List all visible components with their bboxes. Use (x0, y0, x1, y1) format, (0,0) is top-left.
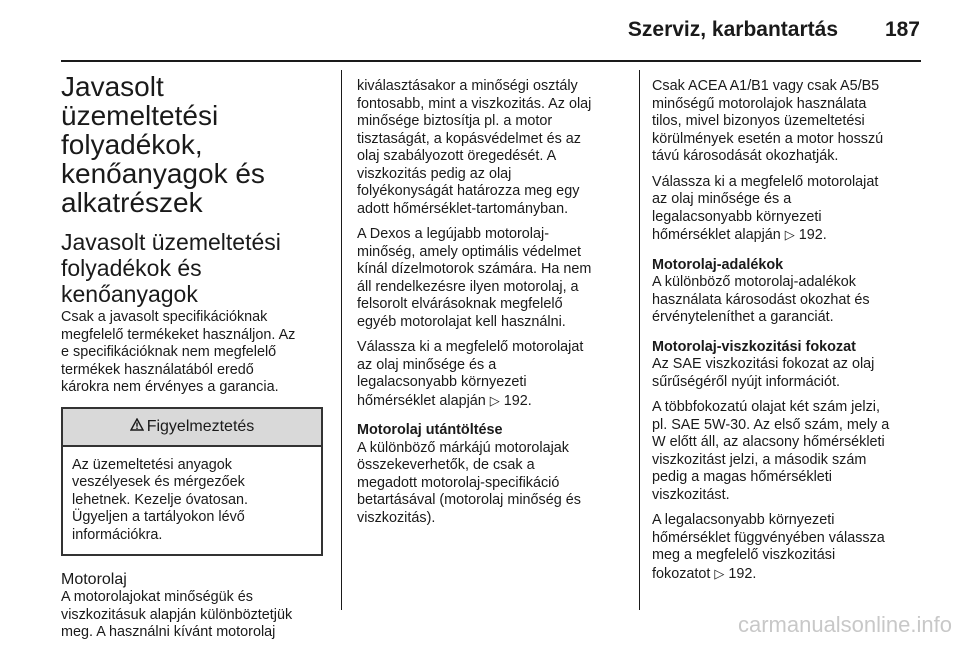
column-divider-1 (341, 70, 342, 610)
page-number: 187 (884, 18, 920, 41)
paragraph-sae: Az SAE viszkozitási fokozat az olaj sűrűségéről nyújt információt. (652, 356, 875, 390)
paragraph-multigrade: A többfokozatú olajat két szám jelzi, pl. SAE 5W-30. Az első szám, mely a W előtt áll, az alacsony hőmérsékleti viszkozitást jelzi, a második szám pedig a magas hőmérsékleti viszkozitást. (652, 399, 890, 503)
column-3 (652, 78, 924, 591)
page-header (0, 0, 960, 62)
section-heading-refill: Motorolaj utántöltése (357, 422, 503, 438)
section-heading-additives: Motorolaj-adalékok (652, 256, 784, 273)
page-reference-link[interactable]: 192. (503, 392, 532, 409)
warning-title: Figyelmeztetés (146, 417, 255, 435)
watermark: carmanualsonline.info (737, 612, 952, 637)
paragraph-select-oil: Válassza ki a megfelelő motorolajat az olaj minősége és a legalacsonyabb környezeti hőmérséklet alapján ▷ 192. (357, 339, 584, 409)
paragraph-dexos: A Dexos a legújabb motorolaj- minőség, amely optimális védelmet kínál dízelmotorok számára. Ha nem áll rendelkezésre ilyen motorolaj, a felsorolt elvárásoknak megfelelő egyéb motorolajat kell használni. (357, 226, 592, 330)
page-reference-icon: ▷ (784, 227, 795, 242)
page-reference-icon: ▷ (489, 392, 500, 408)
column-divider-2 (639, 70, 640, 610)
paragraph-acea: Csak ACEA A1/B1 vagy csak A5/B5 minőségű motorolajok használata tilos, mivel bizonyos üzemeltetési körülmények esetén a motor hosszú távú károsodását okozhatják. (652, 78, 884, 164)
intro-paragraph: Csak a javasolt specifikációknak megfelelő termékeket használjon. Az e specifikációknak nem megfelelő termékek használatából eredő károkra nem érvényes a garancia. (61, 309, 296, 395)
page-reference-link[interactable]: 192. (798, 227, 827, 243)
section-heading-viscosity: Motorolaj-viszkozitási fokozat (652, 338, 856, 355)
paragraph-viscosity-select: A legalacsonyabb környezeti hőmérséklet függvényében válassza meg a megfelelő viszkozitási fokozatot ▷ 192. (652, 512, 885, 582)
paragraph-select-oil-2: Válassza ki a megfelelő motorolajat az olaj minősége és a legalacsonyabb környezeti hőmérséklet alapján ▷ 192. (652, 173, 879, 243)
warning-triangle-icon (130, 418, 144, 436)
warning-box (61, 407, 323, 557)
paragraph-refill: A különböző márkájú motorolajak összekeverhetők, de csak a megadott motorolaj-specifikáció betartásával (motorolaj minőség és viszkozitás). (357, 439, 581, 526)
sub-heading: Javasolt üzemeltetési folyadékok és kenőanyagok (61, 229, 281, 307)
warning-header (63, 409, 321, 447)
warning-text: Az üzemeltetési anyagok veszélyesek és mérgezőek lehetnek. Kezelje óvatosan. Ügyeljen a tartályokon lévő információkra. (72, 456, 249, 543)
column-1 (61, 72, 323, 650)
paragraph-additives: A különböző motorolaj-adalékok használata károsodást okozhat és érvényteleníthet a garanciát. (652, 274, 870, 325)
column-2 (357, 78, 625, 535)
page-reference-link[interactable]: 192. (728, 565, 757, 582)
main-heading: Javasolt üzemeltetési folyadékok, kenőanyagok és alkatrészek (61, 71, 265, 218)
paragraph-quality: kiválasztásakor a minőségi osztály fontosabb, mint a viszkozitás. Az olaj minősége biztosítja pl. a motor tisztaságát, a kopásvédelmet és az olaj szabályozott öregedését. A viszkozitás pedig az olaj folyékonyságát határozza meg egy adott hőmérséklet-tartományban. (357, 78, 592, 217)
warning-body (63, 447, 321, 555)
motorolaj-paragraph: A motorolajokat minőségük és viszkozitásuk alapján különböztetjük meg. A használni kívánt motorolaj (61, 589, 293, 640)
header-divider (61, 60, 921, 62)
page-reference-icon: ▷ (714, 565, 725, 581)
header-title: Szerviz, karbantartás (627, 18, 838, 41)
section-heading-motorolaj: Motorolaj (61, 571, 127, 588)
